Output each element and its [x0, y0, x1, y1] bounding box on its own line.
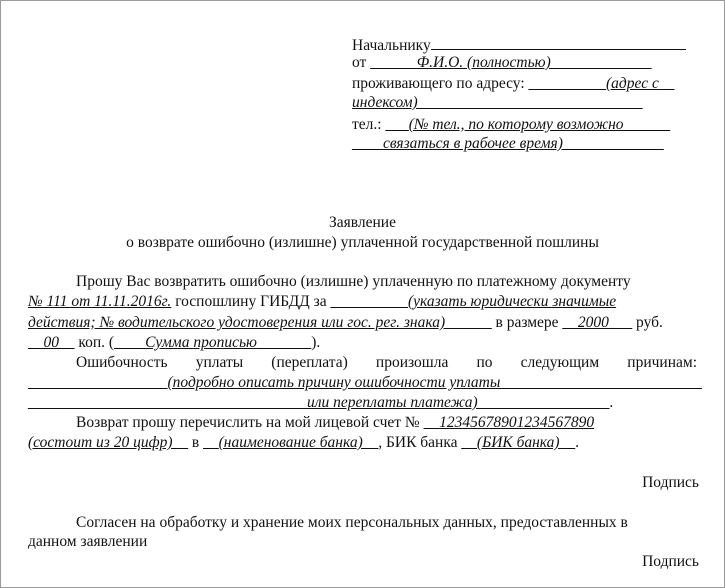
- bik-label: , БИК банка: [378, 434, 458, 451]
- consent-line-1: Согласен на обработку и хранение моих персональных данных, предоставленных в: [76, 514, 628, 531]
- doc-number-field: № 111 от 11.11.2016г.: [28, 293, 172, 310]
- duty-text: госпошлину ГИБДД за: [175, 293, 327, 310]
- fio-field: Ф.И.О. (полностью): [416, 54, 551, 71]
- phone-field-b: связаться в рабочее время): [383, 135, 563, 152]
- close-paren: ).: [311, 334, 321, 351]
- paragraph-2-line-1: Ошибочность уплаты (переплата) произошла по следующим причинам:: [76, 354, 697, 371]
- to-label: Начальнику: [352, 37, 431, 54]
- header-address-line: проживающего по адресу: __________(адрес с__: [352, 75, 675, 92]
- amount-kop-field: 00: [43, 334, 59, 351]
- paragraph-1-line-2: № 111 от 11.11.2016г. госпошлину ГИБДД за __________(указать юридически значимые: [28, 293, 617, 310]
- kop-label: коп. (: [78, 334, 115, 351]
- paragraph-1-line-3: действия; № водительского удостоверения или гос. рег. знака)______ в размере __2000___ руб.: [28, 314, 663, 331]
- header-to-line: [352, 35, 686, 55]
- from-label: от: [352, 54, 367, 71]
- header-phone-line: тел.: ___(№ тел., по которому возможно______: [352, 116, 671, 133]
- paragraph-3-line-2: (состоит из 20 цифр)__ в __(наименование банка)__, БИК банка __(БИК банка)__.: [28, 434, 579, 451]
- actions-field-b: действия; № водительского удостоверения или гос. рег. знака): [28, 314, 446, 331]
- signature-1: Подпись: [642, 474, 699, 491]
- address-field-a: (адрес с: [606, 75, 659, 92]
- phone-label: тел.:: [352, 116, 382, 133]
- header-from-line: от ______Ф.И.О. (полностью)_____________: [352, 54, 652, 71]
- period: .: [609, 394, 614, 411]
- reason-field-a: (подробно описать причину ошибочности уплаты: [167, 374, 501, 391]
- bank-name-field: (наименование банка): [218, 434, 363, 451]
- rub-label: руб.: [636, 314, 663, 331]
- address-label: проживающего по адресу:: [352, 75, 525, 92]
- bik-field: (БИК банка): [476, 434, 560, 451]
- actions-field-a: (указать юридически значимые: [407, 293, 617, 310]
- document-subtitle: о возврате ошибочно (излишне) уплаченной государственной пошлины: [126, 234, 599, 251]
- consent-line-2: данном заявлении: [28, 533, 148, 550]
- paragraph-1-line-1: Прошу Вас возвратить ошибочно (излишне) уплаченную по платежному документу: [76, 273, 631, 290]
- paragraph-1-line-4: __00__ коп. (____Сумма прописью_______).: [28, 334, 321, 351]
- header-address-line-2: индексом)_____________________________: [352, 94, 643, 111]
- paragraph-3-line-1: Возврат прошу перечислить на мой лицевой счет № __12345678901234567890: [76, 414, 595, 431]
- amount-words-field: Сумма прописью: [145, 334, 257, 351]
- recipient-blank: [431, 35, 686, 50]
- paragraph-2-line-2: __________________(подробно описать причину ошибочности уплаты__________________________: [28, 374, 702, 391]
- phone-field-a: (№ тел., по которому возможно: [408, 116, 624, 133]
- account-note-field: (состоит из 20 цифр): [28, 434, 173, 451]
- amount-rub-field: 2000: [577, 314, 609, 331]
- reason-field-b: или переплаты платежа): [307, 394, 478, 411]
- header-phone-line-2: ____связаться в рабочее время)_____________: [352, 135, 664, 152]
- in-label: в: [191, 434, 200, 451]
- size-label: в размере: [495, 314, 559, 331]
- signature-2: Подпись: [642, 553, 699, 570]
- address-field-b: индексом): [352, 94, 418, 111]
- account-field: 12345678901234567890: [439, 414, 595, 431]
- paragraph-2-line-3: ____________________________________или переплаты платежа)_________________.: [28, 394, 614, 411]
- account-text: Возврат прошу перечислить на мой лицевой счет №: [76, 414, 420, 431]
- document-title: Заявление: [329, 214, 396, 231]
